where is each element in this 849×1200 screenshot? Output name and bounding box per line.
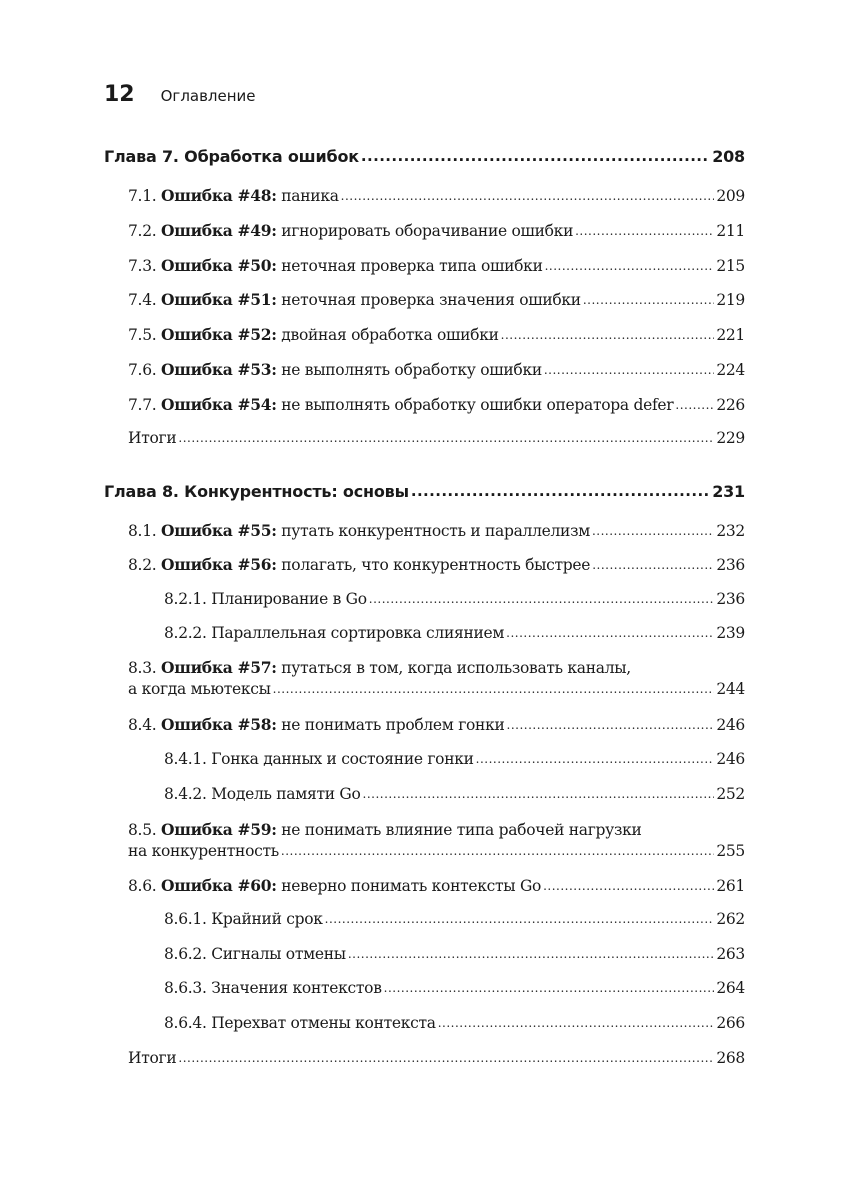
entry-number: 8.4.1. xyxy=(164,750,207,768)
entry-title: Гонка данных и состояние гонки xyxy=(211,750,474,768)
toc-entry-8-6-4[interactable] xyxy=(164,1014,745,1032)
dot-leader xyxy=(575,221,714,239)
entry-number: 8.2. xyxy=(128,556,157,574)
dot-leader xyxy=(592,521,714,539)
toc-entry-8-1[interactable] xyxy=(128,521,745,540)
chapter-title: Глава 8. Конкурентность: основы xyxy=(104,482,409,501)
dot-leader xyxy=(384,978,715,996)
entry-title: Сигналы отмены xyxy=(211,945,346,963)
entry-number: 8.6.2. xyxy=(164,945,207,963)
page-number: 12 xyxy=(104,82,135,107)
entry-page: 226 xyxy=(716,396,745,414)
entry-page: 246 xyxy=(716,716,745,734)
entry-number: 8.6. xyxy=(128,877,157,895)
toc-entry-7-2[interactable] xyxy=(128,221,745,240)
entry-page: 236 xyxy=(716,556,745,574)
entry-number: 8.3. xyxy=(128,659,157,677)
entry-number: 8.6.4. xyxy=(164,1014,207,1032)
entry-page: 224 xyxy=(716,361,745,379)
entry-title: Планирование в Go xyxy=(211,590,367,608)
entry-page: 263 xyxy=(716,945,745,963)
entry-mistake-label: Ошибка #60: xyxy=(161,876,277,895)
entry-mistake-label: Ошибка #55: xyxy=(161,521,277,540)
running-head xyxy=(104,82,256,112)
toc-entry-8-4[interactable] xyxy=(128,715,745,734)
entry-number: 8.4. xyxy=(128,716,157,734)
chapter-page: 231 xyxy=(712,482,745,501)
toc-entry-8-3-line2[interactable] xyxy=(128,680,745,698)
toc-entry-8-3-line1[interactable] xyxy=(128,658,631,677)
entry-number: 7.3. xyxy=(128,257,157,275)
dot-leader xyxy=(411,481,710,500)
toc-entry-7-summary[interactable] xyxy=(128,429,745,447)
entry-page: 211 xyxy=(716,222,745,240)
entry-page: 209 xyxy=(716,187,745,205)
toc-entry-8-6-3[interactable] xyxy=(164,979,745,997)
entry-number: 7.7. xyxy=(128,396,157,414)
entry-page: 255 xyxy=(716,842,745,860)
toc-entry-8-4-1[interactable] xyxy=(164,750,745,768)
entry-page: 215 xyxy=(716,257,745,275)
dot-leader xyxy=(543,876,714,894)
entry-title: Крайний срок xyxy=(211,910,323,928)
entry-number: 8.1. xyxy=(128,522,157,540)
dot-leader xyxy=(341,186,715,204)
entry-title: неверно понимать контексты Go xyxy=(281,877,542,895)
entry-title-continued: на конкурентность xyxy=(128,842,279,860)
dot-leader xyxy=(545,256,715,274)
entry-mistake-label: Ошибка #56: xyxy=(161,555,277,574)
entry-mistake-label: Ошибка #52: xyxy=(161,325,277,344)
toc-entry-8-summary[interactable] xyxy=(128,1049,745,1067)
chapter-title: Глава 7. Обработка ошибок xyxy=(104,147,359,166)
toc-entry-8-5-line1[interactable] xyxy=(128,820,642,839)
entry-number: 8.4.2. xyxy=(164,785,207,803)
entry-title: не понимать влияние типа рабочей нагрузки xyxy=(281,821,642,839)
dot-leader xyxy=(438,1013,715,1031)
dot-leader xyxy=(506,623,714,641)
toc-entry-8-6-2[interactable] xyxy=(164,945,745,963)
entry-mistake-label: Ошибка #59: xyxy=(161,820,277,839)
entry-title: не выполнять обработку ошибки xyxy=(281,361,542,379)
toc-entry-8-6-1[interactable] xyxy=(164,910,745,928)
entry-mistake-label: Ошибка #50: xyxy=(161,256,277,275)
entry-number: 7.4. xyxy=(128,291,157,309)
entry-page: 261 xyxy=(716,877,745,895)
entry-mistake-label: Ошибка #53: xyxy=(161,360,277,379)
dot-leader xyxy=(273,679,715,697)
entry-page: 264 xyxy=(716,979,745,997)
entry-mistake-label: Ошибка #57: xyxy=(161,658,277,677)
toc-entry-8-2[interactable] xyxy=(128,555,745,574)
running-title: Оглавление xyxy=(160,87,256,105)
entry-number: 8.5. xyxy=(128,821,157,839)
entry-title: не выполнять обработку ошибки оператора defer xyxy=(281,396,674,414)
toc-entry-7-4[interactable] xyxy=(128,290,745,309)
entry-title: Параллельная сортировка слиянием xyxy=(211,624,505,642)
toc-entry-7-3[interactable] xyxy=(128,256,745,275)
toc-entry-7-7[interactable] xyxy=(128,395,745,414)
dot-leader xyxy=(507,715,715,733)
dot-leader xyxy=(178,1048,714,1066)
entry-page: 221 xyxy=(716,326,745,344)
toc-entry-8-2-1[interactable] xyxy=(164,590,745,608)
entry-page: 268 xyxy=(716,1049,745,1067)
entry-page: 239 xyxy=(716,624,745,642)
chapter-8-heading[interactable] xyxy=(104,482,745,501)
dot-leader xyxy=(361,146,710,165)
entry-title: Значения контекстов xyxy=(211,979,382,997)
toc-entry-8-2-2[interactable] xyxy=(164,624,745,642)
dot-leader xyxy=(281,841,714,859)
dot-leader xyxy=(325,909,715,927)
dot-leader xyxy=(501,325,715,343)
entry-title: Итоги xyxy=(128,429,177,447)
entry-title: неточная проверка значения ошибки xyxy=(281,291,581,309)
entry-number: 7.6. xyxy=(128,361,157,379)
entry-mistake-label: Ошибка #49: xyxy=(161,221,277,240)
entry-title: полагать, что конкурентность быстрее xyxy=(281,556,591,574)
toc-entry-7-1[interactable] xyxy=(128,186,745,205)
dot-leader xyxy=(544,360,714,378)
entry-title: игнорировать оборачивание ошибки xyxy=(281,222,574,240)
entry-title: путать конкурентность и параллелизм xyxy=(281,522,590,540)
toc-entry-8-5-line2[interactable] xyxy=(128,842,745,860)
dot-leader xyxy=(369,589,715,607)
entry-mistake-label: Ошибка #51: xyxy=(161,290,277,309)
entry-page: 262 xyxy=(716,910,745,928)
entry-title: неточная проверка типа ошибки xyxy=(281,257,543,275)
entry-page: 266 xyxy=(716,1014,745,1032)
entry-title: паника xyxy=(281,187,339,205)
entry-mistake-label: Ошибка #48: xyxy=(161,186,277,205)
toc-entry-8-6[interactable] xyxy=(128,876,745,895)
entry-number: 7.5. xyxy=(128,326,157,344)
entry-mistake-label: Ошибка #54: xyxy=(161,395,277,414)
dot-leader xyxy=(476,749,715,767)
entry-title: Перехват отмены контекста xyxy=(211,1014,436,1032)
entry-number: 8.6.3. xyxy=(164,979,207,997)
chapter-page: 208 xyxy=(712,147,745,166)
entry-title-continued: а когда мьютексы xyxy=(128,680,271,698)
entry-page: 219 xyxy=(716,291,745,309)
dot-leader xyxy=(363,784,715,802)
entry-page: 229 xyxy=(716,429,745,447)
toc-entry-7-6[interactable] xyxy=(128,360,745,379)
entry-page: 252 xyxy=(716,785,745,803)
entry-mistake-label: Ошибка #58: xyxy=(161,715,277,734)
chapter-7-heading[interactable] xyxy=(104,147,745,166)
entry-title: Итоги xyxy=(128,1049,177,1067)
dot-leader xyxy=(348,944,714,962)
dot-leader xyxy=(583,290,714,308)
toc-entry-8-4-2[interactable] xyxy=(164,785,745,803)
toc-entry-7-5[interactable] xyxy=(128,325,745,344)
entry-number: 8.2.2. xyxy=(164,624,207,642)
entry-page: 244 xyxy=(716,680,745,698)
entry-number: 7.1. xyxy=(128,187,157,205)
entry-title: двойная обработка ошибки xyxy=(281,326,499,344)
entry-title: Модель памяти Go xyxy=(211,785,361,803)
dot-leader xyxy=(178,428,714,446)
entry-number: 8.2.1. xyxy=(164,590,207,608)
entry-title: не понимать проблем гонки xyxy=(281,716,505,734)
dot-leader xyxy=(675,395,714,413)
entry-page: 236 xyxy=(716,590,745,608)
dot-leader xyxy=(592,555,714,573)
entry-number: 8.6.1. xyxy=(164,910,207,928)
entry-page: 232 xyxy=(716,522,745,540)
entry-title: путаться в том, когда использовать каналы, xyxy=(281,659,631,677)
entry-number: 7.2. xyxy=(128,222,157,240)
entry-page: 246 xyxy=(716,750,745,768)
